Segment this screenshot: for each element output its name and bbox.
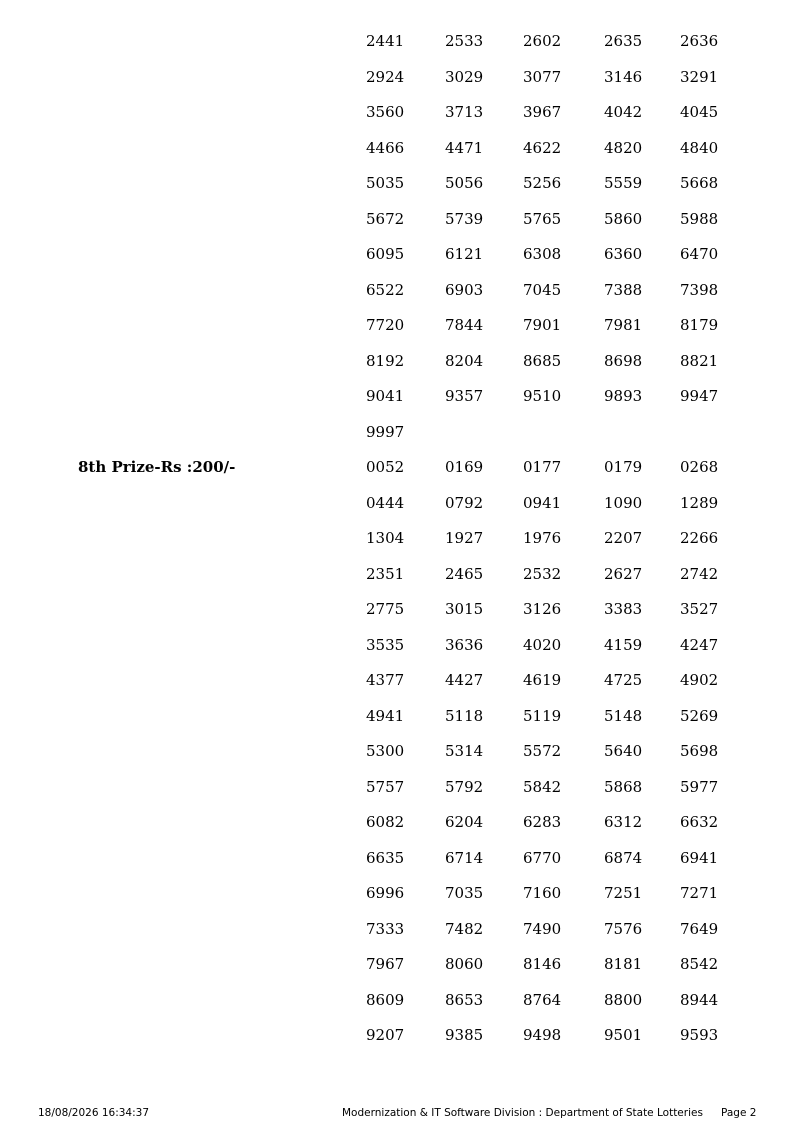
- ticket-number: 3291: [680, 67, 719, 86]
- ticket-number: 5672: [366, 209, 405, 228]
- ticket-number: 1090: [604, 493, 643, 512]
- footer-division: Modernization & IT Software Division : Department of State Lotteries: [342, 1107, 703, 1119]
- ticket-number: 5842: [523, 777, 562, 796]
- number-row: [0, 351, 800, 371]
- ticket-number: 3015: [445, 600, 484, 618]
- number-row: [0, 777, 800, 797]
- ticket-number: 8653: [445, 990, 484, 1009]
- number-row: [0, 31, 800, 51]
- ticket-number: 8179: [680, 316, 719, 334]
- ticket-number: 6714: [445, 848, 484, 867]
- ticket-number: 7035: [445, 884, 484, 902]
- ticket-number: 4725: [604, 671, 643, 689]
- ticket-number: 6283: [523, 813, 562, 831]
- ticket-number: 5757: [366, 777, 405, 796]
- number-row: [0, 670, 800, 690]
- ticket-number: 4045: [680, 103, 719, 121]
- ticket-number: 3527: [680, 600, 719, 618]
- ticket-number: 7981: [604, 316, 643, 334]
- number-row: [0, 883, 800, 903]
- ticket-number: 6082: [366, 813, 405, 831]
- ticket-number: 4902: [680, 671, 719, 689]
- number-row: [0, 173, 800, 193]
- ticket-number: 6522: [366, 280, 405, 299]
- ticket-number: 0052: [366, 458, 405, 476]
- ticket-number: 1289: [680, 493, 719, 512]
- ticket-number: 6470: [680, 245, 719, 263]
- ticket-number: 2627: [604, 564, 643, 583]
- ticket-number: 5118: [445, 706, 484, 725]
- number-row: [0, 812, 800, 832]
- number-row: [0, 528, 800, 548]
- ticket-number: 8060: [445, 955, 484, 973]
- ticket-number: 7333: [366, 919, 405, 938]
- ticket-number: 0792: [445, 493, 484, 512]
- ticket-number: 6635: [366, 848, 405, 867]
- ticket-number: 8944: [680, 990, 719, 1009]
- ticket-number: 7649: [680, 919, 719, 938]
- ticket-number: 6996: [366, 884, 405, 902]
- ticket-number: 8146: [523, 955, 562, 973]
- ticket-number: 5765: [523, 209, 562, 228]
- ticket-number: 7901: [523, 316, 562, 334]
- ticket-number: 4466: [366, 138, 405, 157]
- ticket-number: 1976: [523, 529, 562, 547]
- number-row: [0, 209, 800, 229]
- ticket-number: 7398: [680, 280, 719, 299]
- ticket-number: 0179: [604, 458, 643, 476]
- ticket-number: 3636: [445, 635, 484, 654]
- ticket-number: 8609: [366, 990, 405, 1009]
- ticket-number: 5559: [604, 174, 643, 192]
- ticket-number: 8542: [680, 955, 719, 973]
- ticket-number: 4020: [523, 635, 562, 654]
- ticket-number: 1927: [445, 529, 484, 547]
- ticket-number: 3383: [604, 600, 643, 618]
- ticket-number: 7576: [604, 919, 643, 938]
- ticket-number: 1304: [366, 529, 405, 547]
- number-row: [0, 706, 800, 726]
- ticket-number: 8204: [445, 351, 484, 370]
- ticket-number: 4622: [523, 138, 562, 157]
- ticket-number: 3126: [523, 600, 562, 618]
- ticket-number: 6308: [523, 245, 562, 263]
- ticket-number: 6632: [680, 813, 719, 831]
- number-row: [0, 138, 800, 158]
- number-row: [0, 102, 800, 122]
- number-row: [0, 635, 800, 655]
- number-row: [0, 244, 800, 264]
- ticket-number: 5269: [680, 706, 719, 725]
- ticket-number: 7482: [445, 919, 484, 938]
- ticket-number: 5668: [680, 174, 719, 192]
- ticket-number: 3560: [366, 103, 405, 121]
- ticket-number: 9501: [604, 1026, 643, 1044]
- number-row: [0, 280, 800, 300]
- ticket-number: 5256: [523, 174, 562, 192]
- ticket-number: 3077: [523, 67, 562, 86]
- ticket-number: 2465: [445, 564, 484, 583]
- ticket-number: 2636: [680, 32, 719, 50]
- number-row: [0, 422, 800, 442]
- ticket-number: 4471: [445, 138, 484, 157]
- ticket-number: 7160: [523, 884, 562, 902]
- ticket-number: 7251: [604, 884, 643, 902]
- ticket-number: 2441: [366, 32, 405, 50]
- number-row: [0, 564, 800, 584]
- ticket-number: 4840: [680, 138, 719, 157]
- ticket-number: 6941: [680, 848, 719, 867]
- ticket-number: 6874: [604, 848, 643, 867]
- ticket-number: 7271: [680, 884, 719, 902]
- ticket-number: 6312: [604, 813, 643, 831]
- ticket-number: 2207: [604, 529, 643, 547]
- ticket-number: 4941: [366, 706, 405, 725]
- ticket-number: 3146: [604, 67, 643, 86]
- ticket-number: 4247: [680, 635, 719, 654]
- ticket-number: 2351: [366, 564, 405, 583]
- number-row: [0, 599, 800, 619]
- ticket-number: 5148: [604, 706, 643, 725]
- ticket-number: 2602: [523, 32, 562, 50]
- ticket-number: 4427: [445, 671, 484, 689]
- ticket-number: 9947: [680, 387, 719, 405]
- ticket-number: 3713: [445, 103, 484, 121]
- ticket-number: 8181: [604, 955, 643, 973]
- number-row: [0, 386, 800, 406]
- ticket-number: 6204: [445, 813, 484, 831]
- ticket-number: 7844: [445, 316, 484, 334]
- ticket-number: 5739: [445, 209, 484, 228]
- number-row: [0, 1025, 800, 1045]
- ticket-number: 0941: [523, 493, 562, 512]
- ticket-number: 2742: [680, 564, 719, 583]
- ticket-number: 8685: [523, 351, 562, 370]
- ticket-number: 4042: [604, 103, 643, 121]
- ticket-number: 0177: [523, 458, 562, 476]
- ticket-number: 0268: [680, 458, 719, 476]
- ticket-number: 9893: [604, 387, 643, 405]
- ticket-number: 9997: [366, 422, 405, 441]
- ticket-number: 5988: [680, 209, 719, 228]
- number-row: [0, 67, 800, 87]
- ticket-number: 3967: [523, 103, 562, 121]
- ticket-number: 5035: [366, 174, 405, 192]
- ticket-number: 0169: [445, 458, 484, 476]
- ticket-number: 6121: [445, 245, 484, 263]
- ticket-number: 9207: [366, 1026, 405, 1044]
- number-row: [0, 457, 800, 477]
- ticket-number: 5698: [680, 742, 719, 760]
- ticket-number: 6903: [445, 280, 484, 299]
- ticket-number: 8821: [680, 351, 719, 370]
- ticket-number: 8192: [366, 351, 405, 370]
- number-row: [0, 493, 800, 513]
- ticket-number: 7490: [523, 919, 562, 938]
- footer-datetime: 18/08/2026 16:34:37: [38, 1107, 150, 1119]
- ticket-number: 5056: [445, 174, 484, 192]
- ticket-number: 2635: [604, 32, 643, 50]
- ticket-number: 6770: [523, 848, 562, 867]
- ticket-number: 8698: [604, 351, 643, 370]
- ticket-number: 4619: [523, 671, 562, 689]
- ticket-number: 7045: [523, 280, 562, 299]
- ticket-number: 2266: [680, 529, 719, 547]
- footer-page-number: Page 2: [721, 1107, 757, 1119]
- ticket-number: 5792: [445, 777, 484, 796]
- ticket-number: 5300: [366, 742, 405, 760]
- prize-label: 8th Prize-Rs :200/-: [78, 458, 236, 476]
- ticket-number: 5860: [604, 209, 643, 228]
- number-row: [0, 919, 800, 939]
- ticket-number: 9593: [680, 1026, 719, 1044]
- ticket-number: 5640: [604, 742, 643, 760]
- page-footer: [0, 1104, 800, 1122]
- ticket-number: 9385: [445, 1026, 484, 1044]
- ticket-number: 4159: [604, 635, 643, 654]
- ticket-number: 6360: [604, 245, 643, 263]
- ticket-number: 2924: [366, 67, 405, 86]
- ticket-number: 3029: [445, 67, 484, 86]
- number-row: [0, 990, 800, 1010]
- ticket-number: 9510: [523, 387, 562, 405]
- ticket-number: 5119: [523, 706, 562, 725]
- ticket-number: 5977: [680, 777, 719, 796]
- ticket-number: 2532: [523, 564, 562, 583]
- ticket-number: 0444: [366, 493, 405, 512]
- number-row: [0, 954, 800, 974]
- number-row: [0, 848, 800, 868]
- ticket-number: 8800: [604, 990, 643, 1009]
- number-row: [0, 315, 800, 335]
- ticket-number: 6095: [366, 245, 405, 263]
- ticket-number: 9498: [523, 1026, 562, 1044]
- ticket-number: 3535: [366, 635, 405, 654]
- ticket-number: 7388: [604, 280, 643, 299]
- ticket-number: 2533: [445, 32, 484, 50]
- number-row: [0, 741, 800, 761]
- ticket-number: 5314: [445, 742, 484, 760]
- ticket-number: 5868: [604, 777, 643, 796]
- ticket-number: 9041: [366, 387, 405, 405]
- ticket-number: 9357: [445, 387, 484, 405]
- ticket-number: 4820: [604, 138, 643, 157]
- ticket-number: 8764: [523, 990, 562, 1009]
- ticket-number: 5572: [523, 742, 562, 760]
- ticket-number: 4377: [366, 671, 405, 689]
- ticket-number: 2775: [366, 600, 405, 618]
- ticket-number: 7967: [366, 955, 405, 973]
- ticket-number: 7720: [366, 316, 405, 334]
